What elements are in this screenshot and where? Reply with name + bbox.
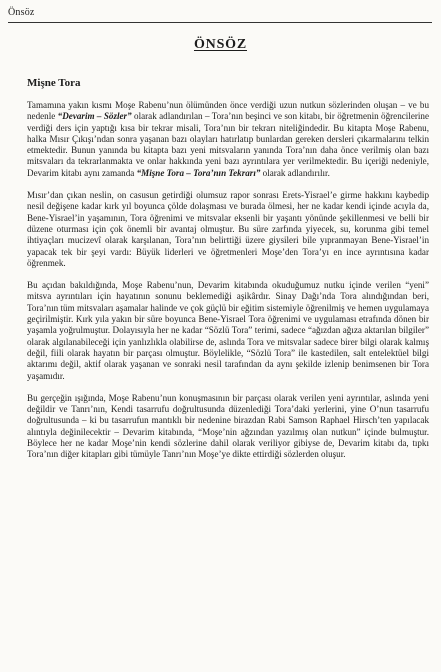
header-rule xyxy=(8,22,432,23)
paragraph-3 xyxy=(27,280,429,382)
chapter-title: ÖNSÖZ xyxy=(193,37,247,52)
text-run: Mısır’dan çıkan neslin, on casusun getirdiği olumsuz rapor sonrası Erets-Yisrael’e girme hakkını kaybedip nesil değişene kadar kırk yıl boyunca çölde dolaşması ve burada ölmesi, her ne kadar kendi içinde acıyla da, Bene-Yisrael’in yaşamının, Tora öğrenimi ve mitsvalar eksenli bir yaşantı yönünde şekillenmesi ve belli bir düzene oturması için çok önemli bir avantaj olmuştur. Bu süre zarfında yiyecek, su, korunma gibi temel ihtiyaçları mucizevî olarak karşılanan, Tora’nın belirttiği üzere giysileri bile yıpranmayan Bene-Yisrael’in yapacak tek bir şeyi vardı: Büyük liderleri ve öğretmenleri Moşe’den Tora’yı en ince ayrıntısına kadar öğrenmek. xyxy=(27,190,429,268)
text-run: Tamamına yakın kısmı Moşe Rabenu’nun ölümünden önce verdiği uzun nutkun sözlerinden oluşan – ve bu nedenle xyxy=(27,100,429,122)
emphasized-term: “Mişne Tora – Tora’nın Tekrarı” xyxy=(136,167,261,178)
text-run: olarak adlandırılır. xyxy=(260,167,330,178)
text-run: Bu açıdan bakıldığında, Moşe Rabenu’nun, Devarim kitabında okuduğumuz nutku içinde verilen “yeni” mitsva ayrıntıları için hayatının sonunu beklemediği aşikârdır. Sinay Dağı’nda Tora alındığından beri, Tora’nın tüm mitsvaları aşamalar halinde ve çok güçlü bir eğitim sistemiyle öğrenilmiş ve hemen uygulamaya geçirilmiştir. Kırk yıla yakın bir süre boyunca Bene-Yisrael Tora öğrenimi ve uygulaması etrafında dönen bir yaşamla yoğrulmuştur. Dolayısıyla her ne kadar “Sözlü Tora” terimi, sadece “ağızdan ağıza aktarılan bilgiler” olarak algılanabileceği için yanlızlıkla olabilirse de, aslında Tora ve mitsvalar sadece birer bilgi olarak kalmış değil, fiili olarak hayatın bir parçası olmuştur. Böylelikle, “Sözlü Tora” ile kastedilen, salt entelektüel bilgi aktarımı değil, aktif olarak yaşanan ve sonraki nesil tarafından da aynı şekilde izlenip benimsenen bir Tora yaşamıdır. xyxy=(27,280,429,381)
body-text xyxy=(27,100,429,472)
paragraph-2 xyxy=(27,190,429,269)
text-run: olarak adlandırılan – Tora’nın beşinci ve son kitabı, bir öğretmenin öğrencilerine verdiği ders için yaptığı kısa bir tekrar misali, Tora’nın bir tekrarı niteliğindedir. Bu kitapta Moşe Rabenu, halka Mısır Çıkışı’ndan sonra yaşanan bazı olayları hatırlatıp bunlardan gereken dersleri çıkarmalarını telkin etmektedir. Bunun yanında bu kitapta bazı yeni mitsvaların yanında Tora’nın daha önce verilmiş olan bazı mitsvaları da tekrarlanmakta ve onlar hakkında yeni bazı ayrıntılara yer verilmektedir. Bu içeriği nedeniyle, Devarim kitabı aynı zamanda xyxy=(27,111,429,178)
text-run: Bu gerçeğin ışığında, Moşe Rabenu’nun konuşmasının bir parçası olarak verilen yeni ayrıntılar, aslında yeni değildir ve Tanrı’nın, Kendi tasarrufu doğrultusunda düzenlediği Tora’daki yerlerini, yine O’nun tasarrufu doğrultusunda – ki bu tasarrufun mantıklı bir nedenine birazdan Rabi Samson Raphael Hirsch’ten yapılacak alıntıyla değinilecektir – Devarim kitabında, “Moşe’nin ağzından yazılmış olan nutkun” içinde bulmuştur. Böylece her ne kadar Moşe’nin kendi sözlerine dahil olarak veriliyor gibiyse de, Devarim kitabı da, tıpkı Tora’nın diğer kitapları gibi tümüyle Tanrı’nın Moşe’ye dikte ettirdiği sözlerden oluşur. xyxy=(27,392,429,460)
section-title: Mişne Tora xyxy=(27,77,81,89)
running-head: Önsöz xyxy=(8,7,35,18)
paragraph-1 xyxy=(27,100,429,179)
paragraph-4 xyxy=(27,393,429,461)
emphasized-term: “Devarim – Sözler” xyxy=(57,111,132,122)
